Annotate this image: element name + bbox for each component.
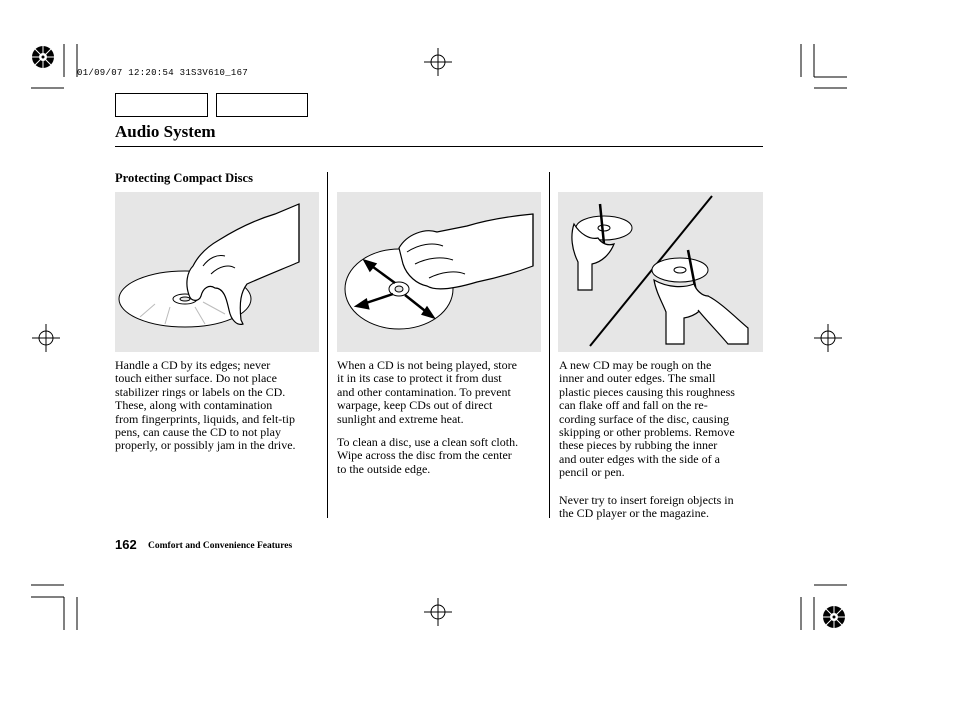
footer-section-label: Comfort and Convenience Features [148,541,293,551]
column-1-text [115,359,320,463]
header-tab-box-1 [115,93,208,117]
cd-handling-graphic [115,192,319,352]
cd-deburring-graphic [558,192,763,352]
column-2-text [337,359,547,486]
page-number: 162 [115,537,137,552]
column-2-paragraph-1: When a CD is not being played, store it in its case to protect it from dust and other contamination. To prevent warpage, keep CDs out of direct sunlight and extreme heat. [337,358,517,426]
column-divider [549,172,550,518]
page-title: Audio System [115,122,216,141]
illustration-clean-cd [337,192,541,352]
column-3-paragraph-1: A new CD may be rough on the inner and outer edges. The small plastic pieces causing this roughness can flake off and fall on the re- cording surface of the disc, causing skipping or other problems. Remove these pieces by rubbing the inner and outer edges with the side of a pencil or pen. [559,358,735,480]
header-tab-box-2 [216,93,308,117]
column-2-paragraph-2: To clean a disc, use a clean soft cloth. Wipe across the disc from the center to the outside edge. [337,435,519,476]
column-1-paragraph-1: Handle a CD by its edges; never touch either surface. Do not place stabilizer rings or labels on the CD. These, along with contamination from fingerprints, liquids, and felt-tip pens, can cause the CD to not play properly, or possibly jam in the drive. [115,358,296,453]
print-timestamp: 01/09/07 12:20:54 31S3V610_167 [77,68,249,78]
illustration-handle-cd [115,192,319,352]
column-3-paragraph-2: Never try to insert foreign objects in the CD player or the magazine. [559,492,734,521]
column-divider [327,172,328,518]
illustration-deburr-cd [558,192,763,352]
column-3-text [559,359,765,530]
cd-cleaning-graphic [337,192,541,352]
section-heading: Protecting Compact Discs [115,171,253,185]
header-rule [115,146,763,147]
